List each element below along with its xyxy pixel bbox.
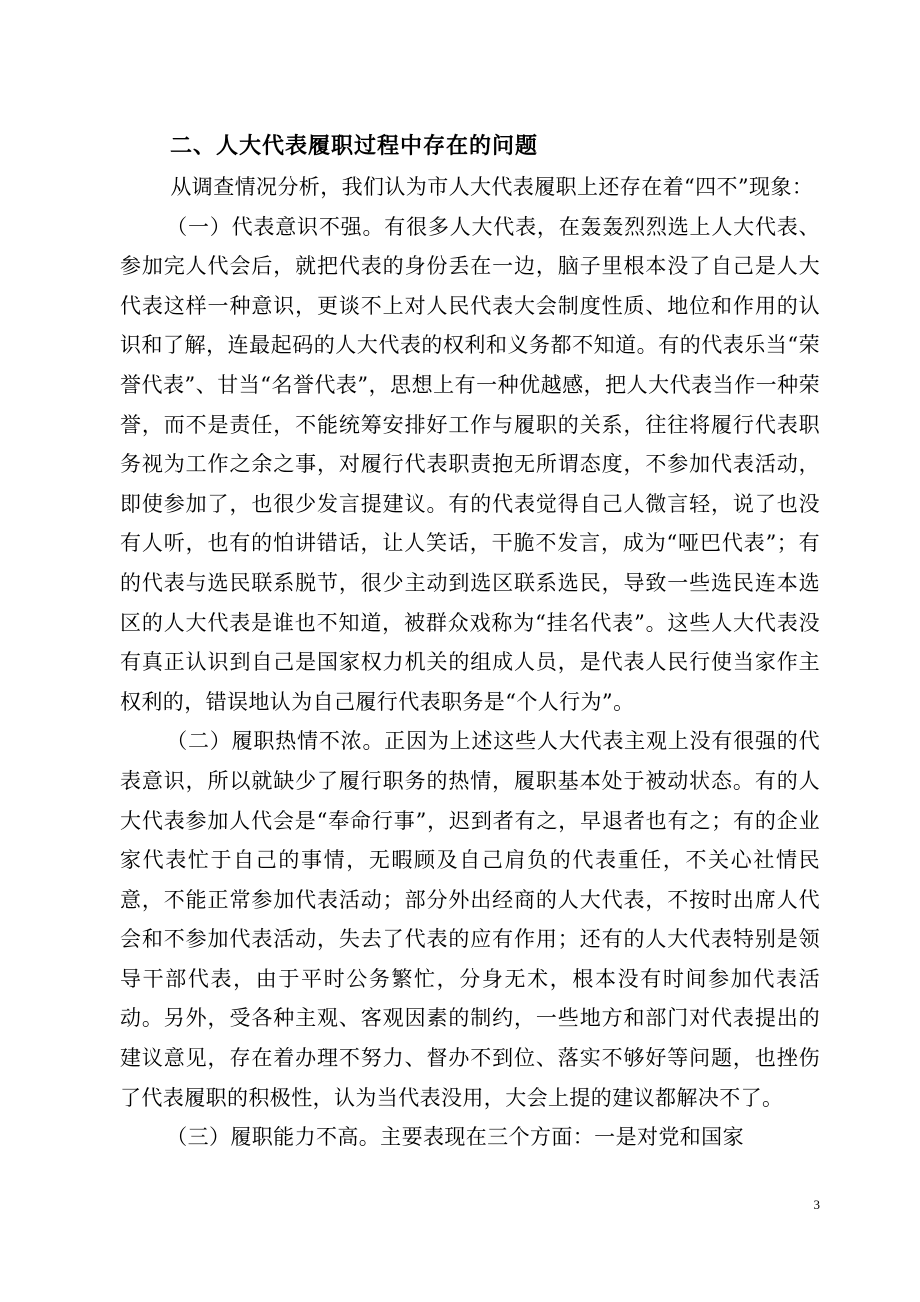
page-body	[120, 126, 820, 1158]
paragraph-low-enthusiasm: （二）履职热情不浓。正因为上述这些人大代表主观上没有很强的代表意识，所以就缺少了履行职务的热情，履职基本处于被动状态。有的人大代表参加人代会是“奉命行事”，迟到者有之，早退者也有之；有的企业家代表忙于自己的事情，无暇顾及自己肩负的代表重任，不关心社情民意，不能正常参加代表活动；部分外出经商的人大代表，不按时出席人代会和不参加代表活动，失去了代表的应有作用；还有的人大代表特别是领导干部代表，由于平时公务繁忙，分身无术，根本没有时间参加代表活动。另外，受各种主观、客观因素的制约，一些地方和部门对代表提出的建议意见，存在着办理不努力、督办不到位、落实不够好等问题，也挫伤了代表履职的积极性，认为当代表没用，大会上提的建议都解决不了。	[120, 729, 820, 1110]
section-heading: 二、人大代表履职过程中存在的问题	[170, 134, 539, 159]
paragraph-weak-awareness: （一）代表意识不强。有很多人大代表，在轰轰烈烈选上人大代表、参加完人代会后，就把代表的身份丢在一边，脑子里根本没了自己是人大代表这样一种意识，更谈不上对人民代表大会制度性质、地位和作用的认识和了解，连最起码的人大代表的权利和义务都不知道。有的代表乐当“荣誉代表”、甘当“名誉代表”，思想上有一种优越感，把人大代表当作一种荣誉，而不是责任，不能统筹安排好工作与履职的关系，往往将履行代表职务视为工作之余之事，对履行代表职责抱无所谓态度，不参加代表活动，即使参加了，也很少发言提建议。有的代表觉得自己人微言轻，说了也没有人听，也有的怕讲错话，让人笑话，干脆不发言，成为“哑巴代表”；有的代表与选民联系脱节，很少主动到选区联系选民，导致一些选民连本选区的人大代表是谁也不知道，被群众戏称为“挂名代表”。这些人大代表没有真正认识到自己是国家权力机关的组成人员，是代表人民行使当家作主权利的，错误地认为自己履行代表职务是“个人行为”。	[120, 214, 820, 714]
page-number: 3	[813, 1197, 820, 1212]
paragraph-low-ability: （三）履职能力不高。主要表现在三个方面：一是对党和国家	[166, 1125, 744, 1150]
intro-paragraph: 从调查情况分析，我们认为市人大代表履职上还存在着“四不”现象：	[170, 175, 814, 199]
